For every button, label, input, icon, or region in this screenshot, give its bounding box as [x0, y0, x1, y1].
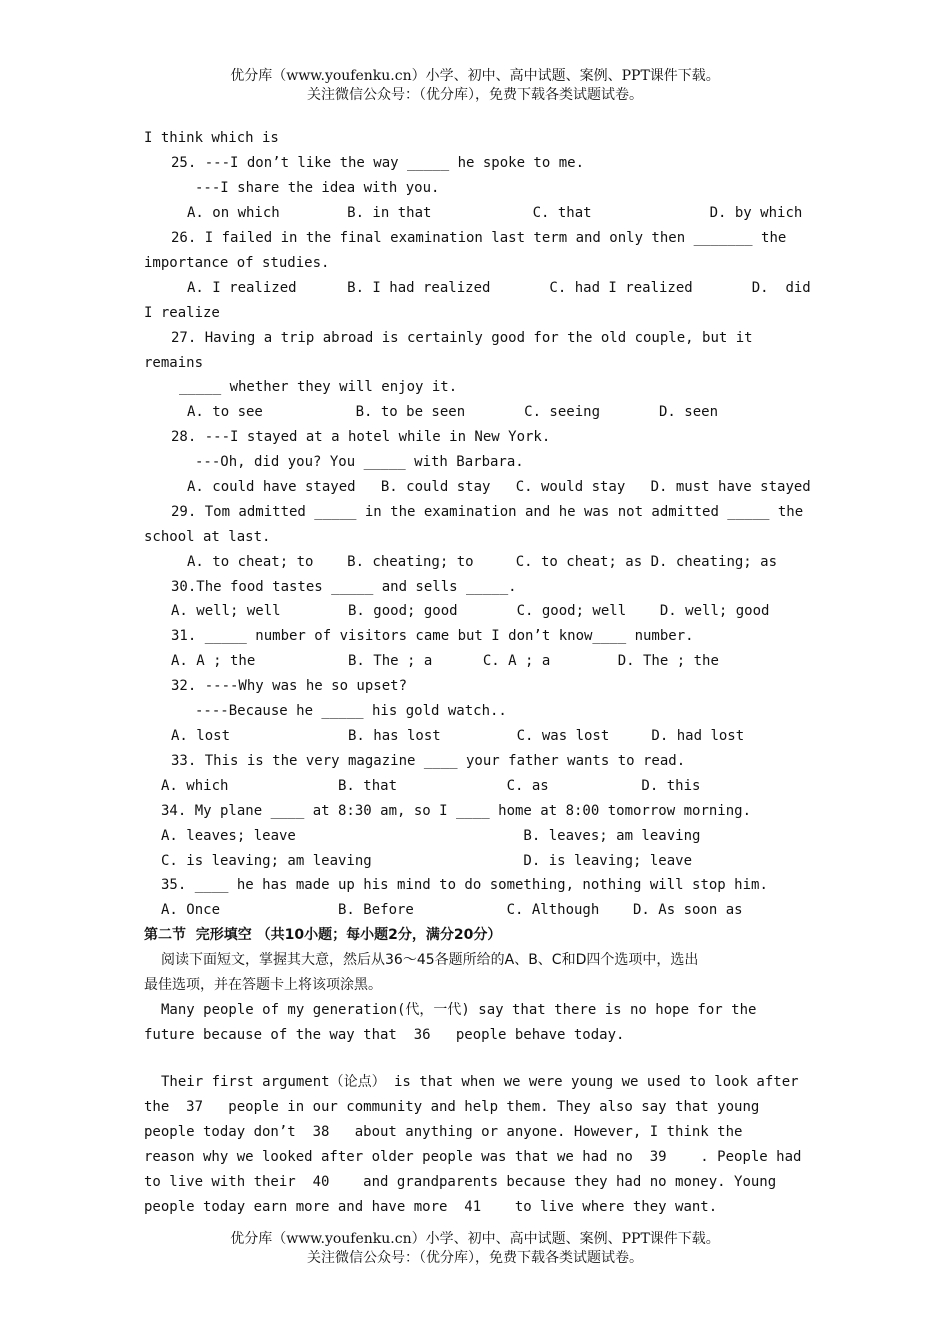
- text-line: ---I share the idea with you.: [195, 180, 440, 196]
- footer-line-2: 关注微信公众号：（优分库），免费下载各类试题试卷。: [307, 1250, 643, 1266]
- passage-line: Many people of my generation(代，一代) say that there is no hope for the: [161, 1002, 757, 1018]
- question-34: 34. My plane ____ at 8:30 am, so I ____ home at 8:00 tomorrow morning.: [161, 803, 752, 819]
- text-line: I realize: [144, 305, 220, 321]
- question-35: 35. ____ he has made up his mind to do something, nothing will stop him.: [161, 877, 768, 893]
- passage-line: Their first argument（论点） is that when we were young we used to look after: [161, 1074, 799, 1090]
- question-26: 26. I failed in the final examination last term and only then _______ the: [171, 230, 787, 246]
- options-34-ab: A. leaves; leave B. leaves; am leaving: [161, 828, 701, 844]
- options-29: A. to cheat; to B. cheating; to C. to cheat; as D. cheating; as: [187, 554, 778, 570]
- question-33: 33. This is the very magazine ____ your father wants to read.: [171, 753, 686, 769]
- passage-line: reason why we looked after older people was that we had no 39 . People had: [144, 1149, 802, 1165]
- options-35: A. Once B. Before C. Although D. As soon as: [161, 902, 743, 918]
- instructions-line-2: 最佳选项，并在答题卡上将该项涂黑。: [144, 977, 382, 993]
- options-30: A. well; well B. good; good C. good; well D. well; good: [171, 603, 770, 619]
- question-30: 30.The food tastes _____ and sells _____.: [171, 579, 517, 595]
- passage-line: people today earn more and have more 41 to live where they want.: [144, 1199, 718, 1215]
- text-line: importance of studies.: [144, 255, 330, 271]
- instructions-line-1: 阅读下面短文，掌握其大意，然后从36～45各题所给的A、B、C和D四个选项中，选出: [161, 952, 699, 968]
- options-32: A. lost B. has lost C. was lost D. had lost: [171, 728, 745, 744]
- text-line: school at last.: [144, 529, 271, 545]
- question-28: 28. ---I stayed at a hotel while in New York.: [171, 429, 551, 445]
- passage-line: the 37 people in our community and help them. They also say that young: [144, 1099, 760, 1115]
- header-line-2: 关注微信公众号：（优分库），免费下载各类试题试卷。: [307, 87, 643, 103]
- options-28: A. could have stayed B. could stay C. would stay D. must have stayed: [187, 479, 811, 495]
- options-26: A. I realized B. I had realized C. had I realized D. did: [187, 280, 811, 296]
- passage-line: people today don’t 38 about anything or anyone. However, I think the: [144, 1124, 743, 1140]
- page-footer: [0, 1230, 950, 1268]
- text-line: _____ whether they will enjoy it.: [179, 379, 458, 395]
- options-31: A. A ; the B. The ; a C. A ; a D. The ; the: [171, 653, 719, 669]
- text-line: ---Oh, did you? You _____ with Barbara.: [195, 454, 524, 470]
- section-heading: 第二节 完形填空 （共10小题；每小题2分，满分20分）: [144, 927, 502, 943]
- text-line: I think which is: [144, 130, 279, 146]
- passage-line: future because of the way that 36 people behave today.: [144, 1027, 625, 1043]
- text-line: ----Because he _____ his gold watch..: [195, 703, 507, 719]
- question-31: 31. _____ number of visitors came but I don’t know____ number.: [171, 628, 694, 644]
- header-line-1: 优分库（www.youfenku.cn）小学、初中、高中试题、案例、PPT课件下载。: [230, 68, 720, 84]
- footer-line-1: 优分库（www.youfenku.cn）小学、初中、高中试题、案例、PPT课件下载。: [230, 1231, 720, 1247]
- question-32: 32. ----Why was he so upset?: [171, 678, 408, 694]
- options-25: A. on which B. in that C. that D. by which: [187, 205, 803, 221]
- question-27: 27. Having a trip abroad is certainly good for the old couple, but it: [171, 330, 753, 346]
- page-header: [0, 67, 950, 105]
- passage-line: to live with their 40 and grandparents because they had no money. Young: [144, 1174, 777, 1190]
- question-25: 25. ---I don’t like the way _____ he spoke to me.: [171, 155, 585, 171]
- options-33: A. which B. that C. as D. this: [161, 778, 701, 794]
- question-29: 29. Tom admitted _____ in the examination and he was not admitted _____ the: [171, 504, 804, 520]
- options-34-cd: C. is leaving; am leaving D. is leaving; leave: [161, 853, 693, 869]
- options-27: A. to see B. to be seen C. seeing D. seen: [187, 404, 719, 420]
- text-line: remains: [144, 355, 204, 371]
